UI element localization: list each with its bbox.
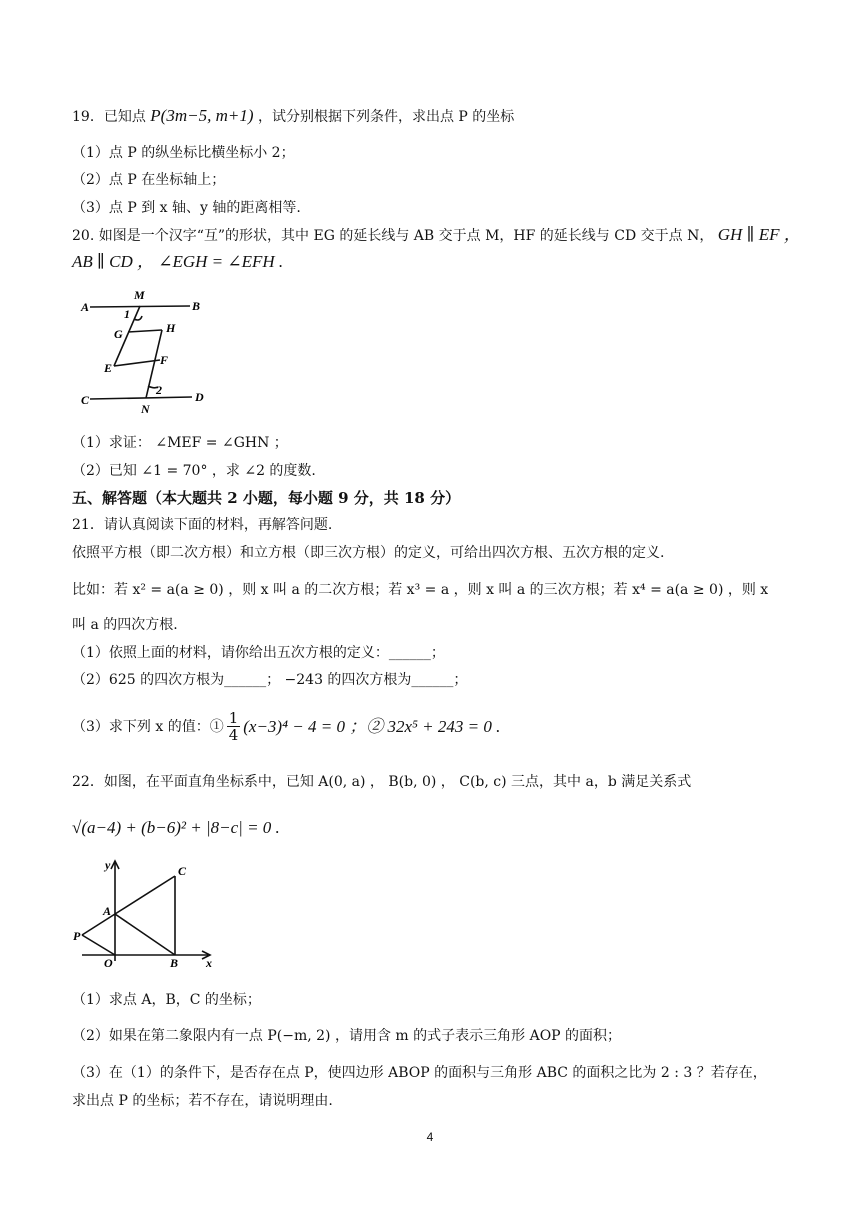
- label-y: y: [105, 858, 111, 872]
- q19-point: P(3m−5, m+1): [150, 106, 254, 125]
- q20-conditions: AB ∥ CD ， ∠EGH = ∠EFH .: [72, 252, 284, 271]
- label-b: B: [170, 956, 179, 970]
- q19-part-1: （1）点 P 的纵坐标比横坐标小 2；: [72, 145, 295, 161]
- label-d: D: [195, 390, 204, 404]
- segment-ab: [115, 914, 175, 955]
- q21-part-3: （3）求下列 x 的值：① 1 4 (x−3)⁴ − 4 = 0 ；② 32x⁵ + 243 = 0 .: [72, 709, 501, 744]
- q22-line-1: 22．如图，在平面直角坐标系中，已知 A(0, a) ， B(b, 0) ， C(b, c) 三点，其中 a，b 满足关系式: [72, 774, 692, 790]
- q19-stem: 19．已知点 P(3m−5, m+1) ，试分别根据下列条件，求出点 P 的坐标: [72, 106, 515, 125]
- label-f: F: [160, 353, 169, 367]
- label-c: C: [178, 864, 187, 878]
- label-o: O: [104, 956, 113, 970]
- fraction-one-quarter: 1 4: [228, 709, 239, 744]
- label-b: B: [192, 299, 201, 313]
- label-m: M: [134, 288, 145, 302]
- q19-part-3: （3）点 P 到 x 轴、y 轴的距离相等.: [72, 200, 301, 216]
- label-c: C: [81, 393, 90, 407]
- line-cd: [90, 397, 192, 399]
- q21-line-3: 比如：若 x² = a(a ≥ 0) ，则 x 叫 a 的二次方根；若 x³ = a ，则 x 叫 a 的三次方根；若 x⁴ = a(a ≥ 0) ，则 x: [72, 582, 769, 598]
- label-1: 1: [124, 307, 130, 321]
- label-x: x: [206, 956, 212, 970]
- q19-part-2: （2）点 P 在坐标轴上；: [72, 172, 226, 188]
- q22-part-1: （1）求点 A，B，C 的坐标；: [72, 992, 261, 1008]
- page-number: 4: [426, 1130, 434, 1144]
- q20-stem: 20. 如图是一个汉字“互”的形状，其中 EG 的延长线与 AB 交于点 M，HF 的延长线与 CD 交于点 N， GH ∥ EF ，: [72, 225, 801, 244]
- q21-part-1: （1）依照上面的材料，请你给出五次方根的定义：______；: [72, 645, 445, 661]
- label-a: A: [103, 904, 112, 918]
- q21-line-1: 21．请认真阅读下面的材料，再解答问题.: [72, 517, 333, 533]
- q20-part-1: （1）求证： ∠MEF = ∠GHN ；: [72, 435, 288, 451]
- label-h: H: [166, 321, 176, 335]
- q22-part-2: （2）如果在第二象限内有一点 P(−m, 2) ，请用含 m 的式子表示三角形 AOP 的面积；: [72, 1028, 622, 1044]
- segment-ac: [115, 876, 175, 914]
- label-g: G: [114, 327, 123, 341]
- label-n: N: [141, 402, 150, 416]
- q22-part-3-line-2: 求出点 P 的坐标；若不存在，请说明理由.: [72, 1093, 333, 1109]
- segment-po: [82, 935, 115, 955]
- q21-part-2: （2）625 的四次方根为______； −243 的四次方根为______；: [72, 672, 468, 688]
- label-2: 2: [156, 383, 162, 397]
- q21-line-4: 叫 a 的四次方根.: [72, 617, 178, 633]
- label-a: A: [81, 300, 90, 314]
- segment-gh: [128, 330, 162, 332]
- q20-part-2: （2）已知 ∠1 = 70° ，求 ∠2 的度数.: [72, 463, 316, 479]
- label-p: P: [73, 929, 81, 943]
- q22-coordinate-figure: [70, 855, 230, 973]
- q22-condition: √(a−4) + (b−6)² + |8−c| = 0 .: [72, 818, 280, 837]
- q22-part-3-line-1: （3）在（1）的条件下，是否存在点 P，使四边形 ABOP 的面积与三角形 ABC 的面积之比为 2 : 3 ？若存在，: [72, 1065, 767, 1081]
- label-e: E: [104, 361, 113, 375]
- section-5-heading: 五、解答题（本大题共 2 小题，每小题 9 分，共 18 分）: [72, 489, 461, 507]
- q20-figure-hu: [78, 286, 218, 418]
- q21-line-2: 依照平方根（即二次方根）和立方根（即三次方根）的定义，可给出四次方根、五次方根的定义.: [72, 545, 665, 561]
